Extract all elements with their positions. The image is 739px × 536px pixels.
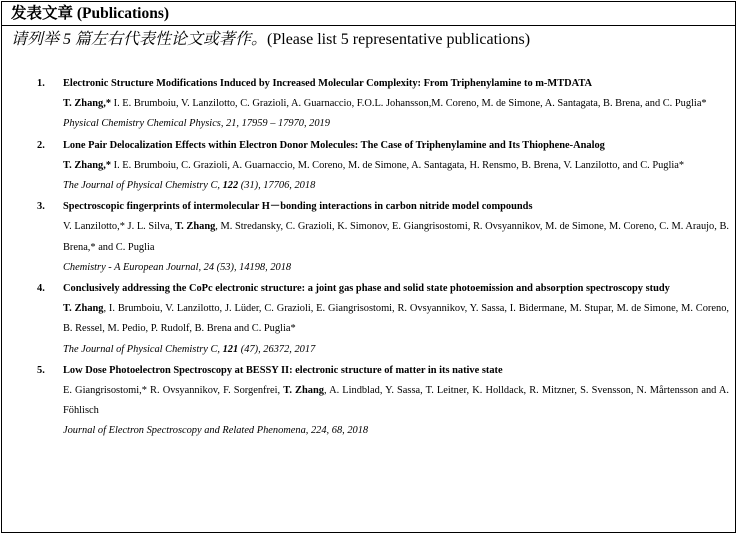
publication-journal: Physical Chemistry Chemical Physics, 21, 17959 – 17970, 2019 [63,118,330,130]
publication-authors: E. Giangrisostomi,* R. Ovsyannikov, F. Sorgenfrei, T. Zhang, A. Lindblad, Y. Sassa, T. Leitner, K. Holldack, R. Mitzner, S. Svensson, N. Mårtensson and A. Föhlisch [63,385,730,417]
publication-title: Conclusively addressing the CoPc electronic structure: a joint gas phase and solid state photoemission and absorption spectroscopy study [63,283,670,295]
publication-item [2,136,735,197]
publication-number: 4. [37,283,45,295]
publication-number: 3. [37,201,45,213]
section-title: 发表文章 (Publications) [11,5,170,22]
publication-authors: T. Zhang,* I. E. Brumboiu, C. Grazioli, A. Guarnaccio, M. Coreno, M. de Simone, A. Santagata, H. Rensmo, B. Brena, V. Lanzilotto, and C. Puglia* [63,159,685,171]
publication-item [2,279,735,360]
publication-number: 1. [37,78,45,89]
instruction-en: (Please list 5 representative publications) [267,31,531,48]
highlighted-author: T. Zhang [283,385,324,397]
publication-title: Spectroscopic fingerprints of intermolecular H－bonding interactions in carbon nitride model compounds [63,201,533,213]
instruction-cn: 请列举 5 篇左右代表性论文或著作。 [11,31,268,48]
publication-journal: The Journal of Physical Chemistry C, 121 (47), 26372, 2017 [63,343,316,355]
highlighted-author: T. Zhang [175,221,216,233]
publication-title: Low Dose Photoelectron Spectroscopy at BESSY II: electronic structure of matter in its native state [63,364,503,376]
journal-volume: 122 [222,180,239,192]
publications-form-frame [1,1,736,533]
publication-item [2,361,735,442]
instruction-line [2,26,735,50]
publication-number: 5. [37,364,45,376]
publication-journal: The Journal of Physical Chemistry C, 122 (31), 17706, 2018 [63,180,316,192]
publication-title: Lone Pair Delocalization Effects within Electron Donor Molecules: The Case of Triphenylamine and Its Thiophene-Analog [63,139,605,151]
publication-authors: V. Lanzilotto,* J. L. Silva, T. Zhang, M. Stredansky, C. Grazioli, K. Simonov, E. Giangrisostomi, R. Ovsyannikov, M. de Simone, M. Coreno, C. M. Araujo, B. Brena,* and C. Puglia [63,221,730,253]
section-header [2,2,735,26]
publication-item [2,74,735,135]
publication-list [2,74,735,442]
journal-volume: 121 [222,343,239,355]
publication-journal: Chemistry - A European Journal, 24 (53), 14198, 2018 [63,261,292,273]
publication-item [2,197,735,278]
publication-title: Electronic Structure Modifications Induced by Increased Molecular Complexity: From Triphenylamine to m-MTDATA [63,78,593,89]
publication-journal: Journal of Electron Spectroscopy and Related Phenomena, 224, 68, 2018 [63,425,369,437]
publication-authors: T. Zhang, I. Brumboiu, V. Lanzilotto, J. Lüder, C. Grazioli, E. Giangrisostomi, R. Ovsyannikov, Y. Sassa, I. Bidermane, M. Stupar, M. de Simone, M. Coreno, B. Ressel, M. Pedio, P. Rudolf, B. Brena and C. Puglia* [63,303,729,335]
publication-authors: T. Zhang,* I. E. Brumboiu, V. Lanzilotto, C. Grazioli, A. Guarnaccio, F.O.L. Johansson,M. Coreno, M. de Simone, A. Santagata, B. Brena, and C. Puglia* [63,98,707,110]
highlighted-author: T. Zhang,* [63,159,112,171]
publication-number: 2. [37,139,45,151]
highlighted-author: T. Zhang [63,303,104,315]
highlighted-author: T. Zhang,* [63,98,112,110]
